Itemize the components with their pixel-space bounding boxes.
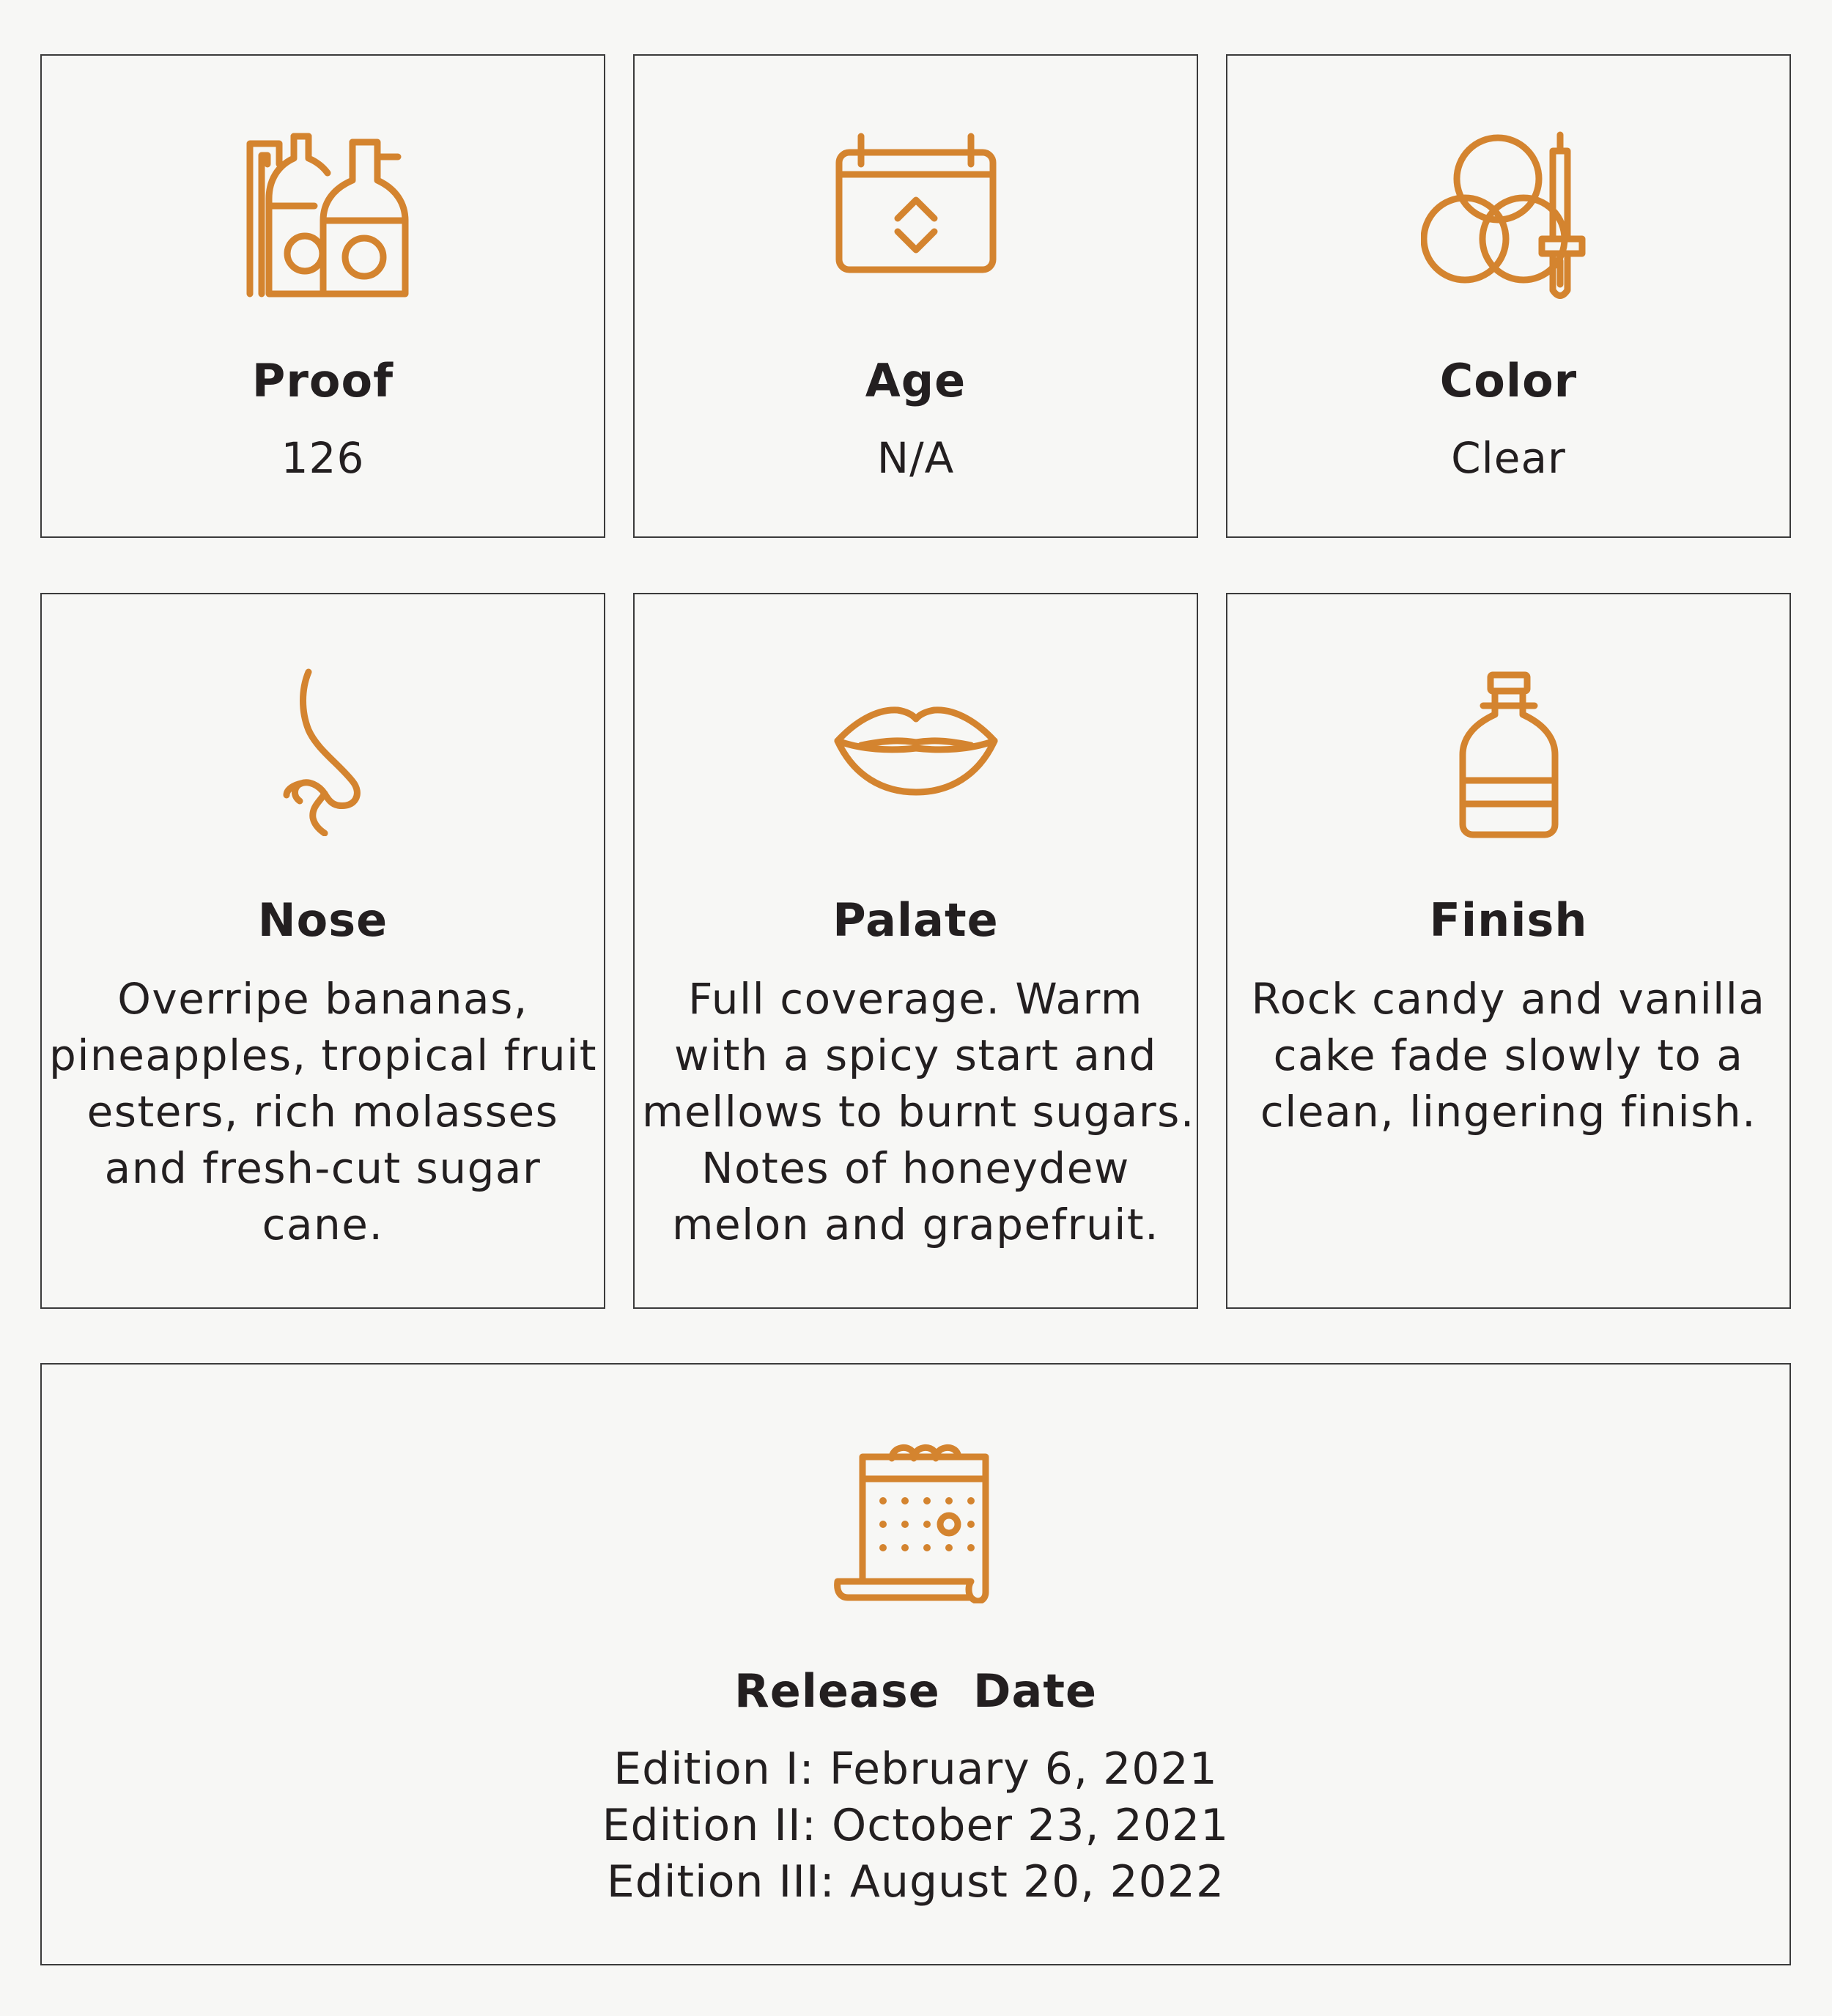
edition-line: Edition II: October 23, 2021 xyxy=(602,1800,1230,1851)
bottle-icon xyxy=(1454,671,1564,839)
nose-title: Nose xyxy=(257,893,388,947)
palate-line: Full coverage. Warm xyxy=(688,974,1143,1024)
edition-line: Edition III: August 20, 2022 xyxy=(606,1856,1225,1908)
distillery-bottles-icon xyxy=(235,129,411,305)
palate-line: with a spicy start and xyxy=(674,1030,1157,1080)
nose-line: pineapples, tropical fruit xyxy=(49,1030,598,1080)
calendar-icon xyxy=(832,130,1000,277)
finish-card xyxy=(1226,593,1791,1309)
proof-card xyxy=(40,54,605,538)
nose-line: cane. xyxy=(262,1200,384,1249)
palate-description xyxy=(642,971,1195,1253)
finish-title: Finish xyxy=(1429,893,1588,947)
color-value: Clear xyxy=(1451,433,1566,483)
palate-title: Palate xyxy=(832,893,999,947)
palate-line: mellows to burnt sugars. xyxy=(642,1087,1195,1137)
finish-line: cake fade slowly to a xyxy=(1273,1030,1744,1080)
palate-card xyxy=(633,593,1198,1309)
nose-line: esters, rich molasses xyxy=(86,1087,559,1137)
proof-title: Proof xyxy=(251,354,394,407)
release-date-title: Release Date xyxy=(734,1664,1098,1718)
edition-line: Edition I: February 6, 2021 xyxy=(613,1743,1218,1795)
release-date-card xyxy=(40,1363,1791,1965)
release-calendar-icon xyxy=(832,1435,1000,1603)
color-title: Color xyxy=(1439,354,1578,407)
nose-line: Overripe bananas, xyxy=(117,974,528,1024)
color-dropper-icon xyxy=(1421,129,1597,305)
proof-value: 126 xyxy=(281,433,365,483)
finish-description xyxy=(1235,971,1782,1140)
finish-line: Rock candy and vanilla xyxy=(1251,974,1766,1024)
nose-card xyxy=(40,593,605,1309)
color-card xyxy=(1226,54,1791,538)
age-value: N/A xyxy=(876,433,955,483)
lips-icon xyxy=(832,703,1000,798)
nose-icon xyxy=(279,668,367,836)
finish-line: clean, lingering finish. xyxy=(1260,1087,1757,1137)
nose-description xyxy=(49,971,596,1253)
palate-line: Notes of honeydew xyxy=(701,1143,1130,1193)
nose-line: and fresh-cut sugar xyxy=(104,1143,542,1193)
age-card xyxy=(633,54,1198,538)
release-date-editions xyxy=(42,1741,1789,1910)
palate-line: melon and grapefruit. xyxy=(671,1200,1160,1249)
age-title: Age xyxy=(865,354,967,407)
